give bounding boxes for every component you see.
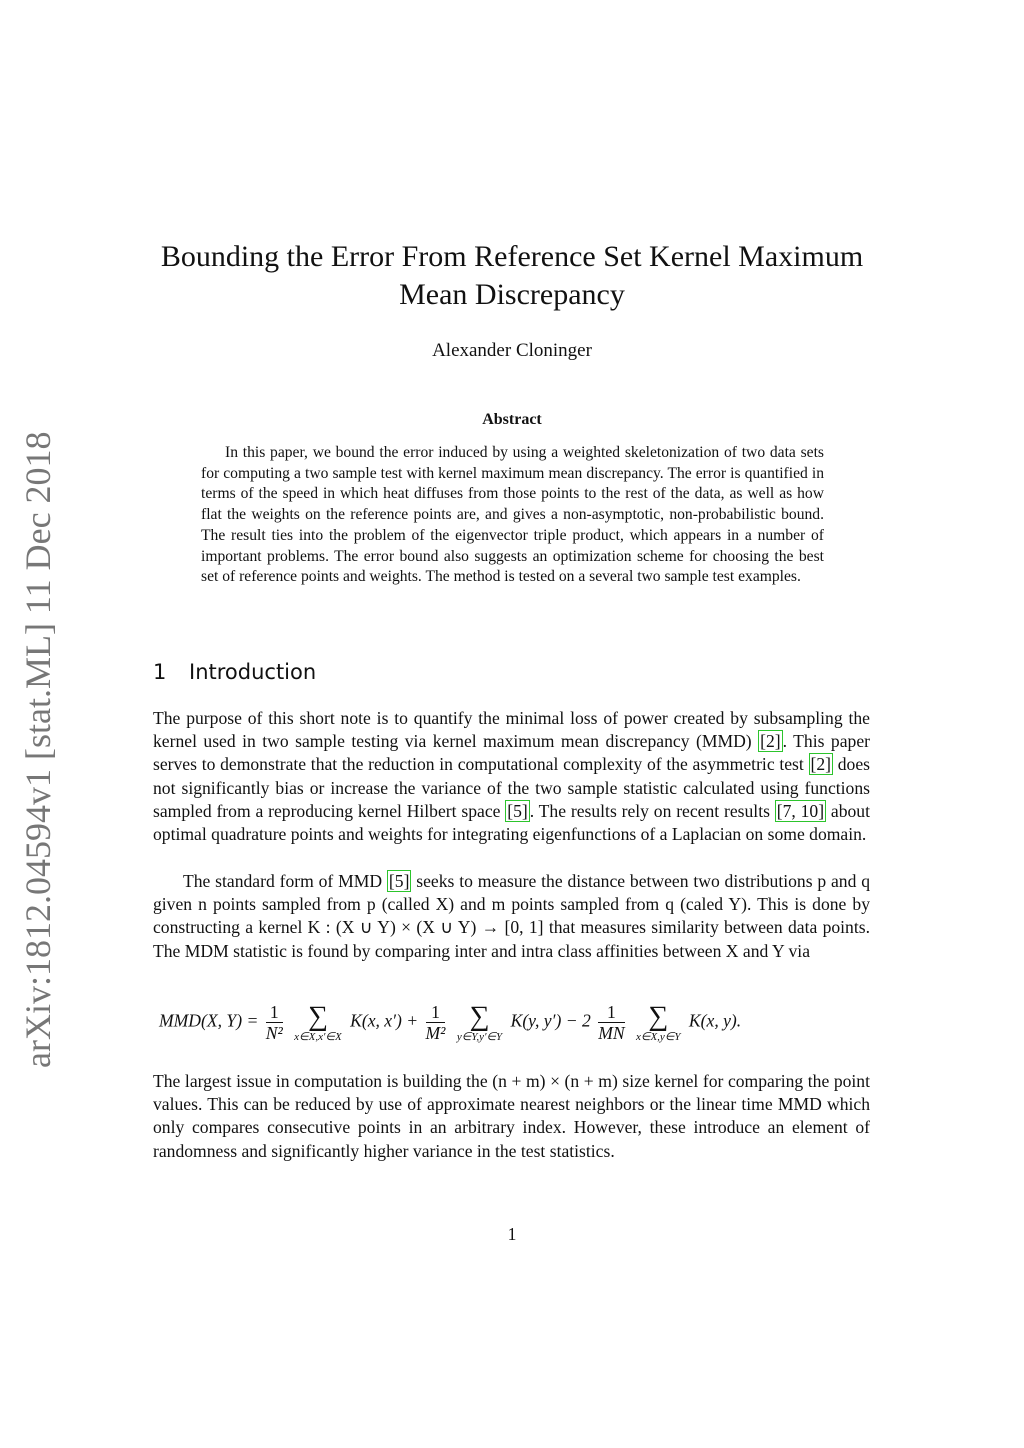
page-number: 1 <box>507 1224 517 1244</box>
eq-fraction-2: $\frac{1}{\text{M²}}$ <box>425 1002 446 1043</box>
citation-link[interactable]: [5] <box>507 800 528 821</box>
mmd-equation <box>153 992 870 1052</box>
paragraph-2 <box>153 870 870 963</box>
paragraph-3: The largest issue in computation is building the (n + m) × (n + m) size kernel for comparing the point values. This can be reduced by use of approximate nearest neighbors or the linear time MMD which only compares consecutive points in an arbitrary index. However, these introduce an element of randomness and significantly higher variance in the test statistics. <box>153 1071 870 1161</box>
eq-term-2: K(y, y′) − 2 <box>510 1010 591 1031</box>
paper-author: Alexander Cloninger <box>432 340 592 361</box>
eq-term-3: K(x, y). <box>688 1010 742 1031</box>
p1-text-a: The purpose of this short note is to quantify the minimal loss of power created by subsampling the kernel used in two sample testing via kernel maximum mean discrepancy (MMD) <box>153 708 870 752</box>
p1-text-b: . This paper serves to demonstrate that the reduction in computational complexity of the asymmetric test <box>153 731 870 775</box>
abstract-text: In this paper, we bound the error induced by using a weighted skeletonization of two data sets for computing a two sample test with kernel maximum mean discrepancy. The error is quantified in terms of the speed in which heat diffuses from those points to the rest of the data, as well as how flat the weights on the reference points are, and gives a non-asymptotic, non-probabilistic bound. The result ties into the problem of the eigenvector triple product, which appears in a number of important problems. The error bound also suggests an optimization scheme for choosing the best set of reference points and weights. The method is tested on a several two sample test examples. <box>201 444 824 586</box>
abstract-heading: Abstract <box>482 411 542 428</box>
section-number: 1 <box>153 660 167 684</box>
eq-term-1: K(x, x′) + <box>350 1010 419 1031</box>
paper-title: Bounding the Error From Reference Set Kernel Maximum Mean Discrepancy <box>160 240 864 311</box>
arxiv-stamp-text: arXiv:1812.04594v1 [stat.ML] 11 Dec 2018 <box>18 431 58 1068</box>
eq-fraction-3: $\frac{1}{MN}$ <box>598 1002 625 1043</box>
p2-text-a: The standard form of MMD <box>183 871 387 891</box>
p1-text-c: does not significantly bias or increase the variance of the two sample statistic calculated using functions sampled from a reproducing kernel Hilbert space <box>153 754 870 821</box>
citation-link[interactable]: [5] <box>388 871 410 891</box>
citation-link[interactable]: [2] <box>760 731 781 752</box>
abstract-body <box>201 443 824 588</box>
p1-text-e: about optimal quadrature points and weights for integrating eigenfunctions of a Laplacian on some domain. <box>153 800 870 845</box>
p2-text-b: seeks to measure the distance between two distributions p and q given n points sampled from p (called X) and m points sampled from q (caled Y). This is done by constructing a kernel K : (X ∪ Y) × (X ∪ Y) → [0, 1] that measures similarity between data points. The MDM statistic is found by comparing inter and intra class affinities between X and Y via <box>153 871 870 961</box>
eq-fraction-1: $\frac{1}{\text{N²}}$ <box>265 1002 283 1043</box>
eq-sum-3: ∑ x∈X,y∈Y <box>636 1000 681 1043</box>
arxiv-stamp <box>16 431 60 1068</box>
eq-sum-1: ∑ x∈X,x′∈X <box>294 1000 342 1043</box>
eq-sum-2: ∑ y∈Y,y′∈Y <box>456 1000 503 1043</box>
section-heading <box>153 660 316 684</box>
eq-lhs: MMD(X, Y) = <box>159 1010 259 1031</box>
citation-link[interactable]: [2] <box>810 754 832 775</box>
p1-text-d: . The results rely on recent results <box>529 800 775 821</box>
paragraph-1 <box>153 707 870 846</box>
section-title: Introduction <box>189 660 317 684</box>
citation-link[interactable]: [7, 10] <box>776 800 825 821</box>
